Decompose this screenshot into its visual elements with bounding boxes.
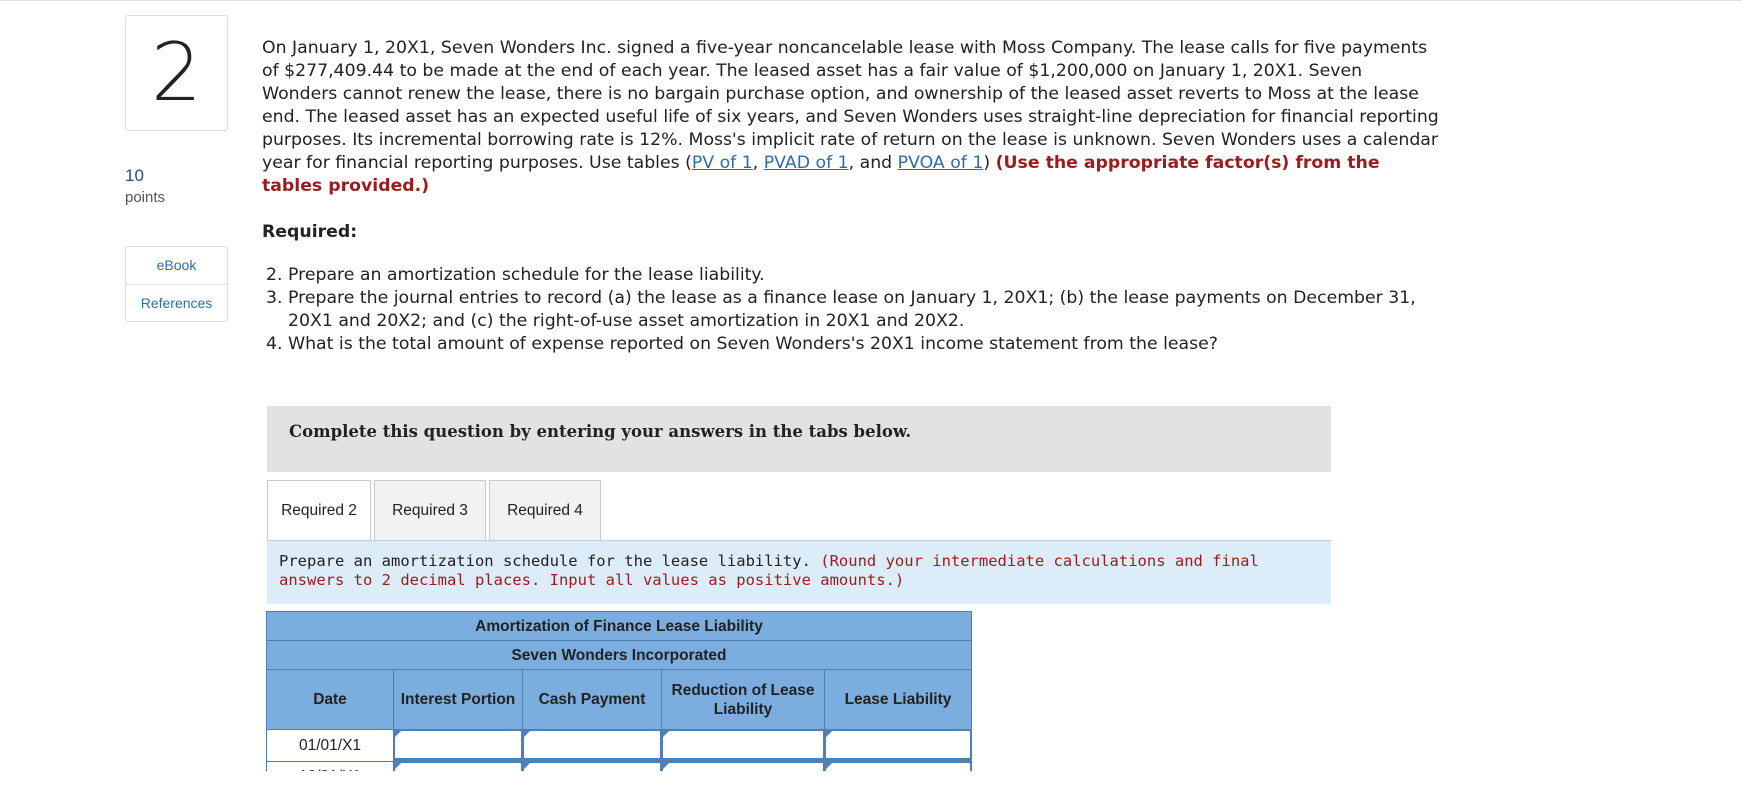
tab-required-2[interactable]: Required 2 [267, 480, 371, 542]
cash-payment-cell [523, 730, 662, 761]
input-marker [825, 730, 833, 738]
reduction-cell [662, 730, 825, 761]
requirement-text: What is the total amount of expense reported on Seven Wonders's 20X1 income statement from the lease? [288, 334, 1218, 354]
pv-of-1-link[interactable]: PV of 1 [691, 153, 753, 173]
input-marker [662, 730, 670, 738]
points-value: 10 [125, 166, 144, 185]
tab-prompt [267, 541, 1331, 604]
header-date: Date [267, 670, 394, 729]
cash-payment-input[interactable] [523, 730, 661, 758]
table-title: Amortization of Finance Lease Liability [267, 612, 971, 641]
separator: ) [983, 153, 996, 173]
requirement-number: 3. [266, 288, 283, 308]
pvoa-of-1-link[interactable]: PVOA of 1 [897, 153, 984, 173]
separator: , [752, 153, 764, 173]
interest-portion-input[interactable] [394, 730, 522, 758]
question-number: 2 [151, 26, 202, 119]
pvad-of-1-link[interactable]: PVAD of 1 [763, 153, 849, 173]
table-subtitle: Seven Wonders Incorporated [267, 641, 971, 670]
prompt-text: Prepare an amortization schedule for the lease liability. [279, 552, 821, 570]
separator: , and [848, 153, 898, 173]
required-tabs [267, 480, 604, 541]
header-lease-liability: Lease Liability [844, 691, 952, 708]
tab-required-3[interactable]: Required 3 [374, 480, 486, 541]
input-marker [662, 762, 670, 770]
instruction-banner [267, 406, 1331, 472]
input-marker [394, 762, 402, 770]
amortization-table [266, 611, 972, 792]
rounding-note: (Round your intermediate calculations and final answers to 2 decimal places. Input all values as positive amounts.) [279, 552, 1259, 589]
requirement-number: 4. [266, 334, 283, 354]
row-date: 01/01/X1 [267, 730, 394, 761]
header-cash-payment: Cash Payment [523, 670, 662, 729]
table-header-row [267, 670, 971, 730]
tab-required-4[interactable]: Required 4 [489, 480, 601, 541]
requirement-item [266, 264, 1446, 287]
question-body: On January 1, 20X1, Seven Wonders Inc. signed a five-year noncancelable lease with Moss Company. The lease calls for five payments of $277,409.44 to be made at the end of each year. The leased asset has a fair value of $1,200,000 on January 1, 20X1. Seven Wonders cannot renew the lease, there is no bargain purchase option, and ownership of the leased asset reverts to Moss at the lease end. The leased asset has an expected useful life of six years, and Seven Wonders uses straight-line depreciation for financial reporting purposes. Its incremental borrowing rate is 12%. Moss's implicit rate of return on the lease is unknown. Seven Wonders uses a calendar year for financial reporting purposes. Use tables ( [262, 38, 1439, 173]
banner-text: Complete this question by entering your answers in the tabs below. [289, 422, 912, 441]
required-heading: Required: [262, 222, 358, 242]
input-marker [394, 730, 402, 738]
lease-liability-input[interactable] [825, 730, 971, 758]
reduction-input[interactable] [662, 730, 824, 758]
header-reduction-of-lease-liability: Reduction of Lease Liability [662, 670, 825, 729]
question-text [262, 37, 1442, 198]
requirement-item [266, 333, 1446, 356]
header-interest-portion: Interest Portion [394, 670, 523, 729]
points-label: points [125, 189, 166, 206]
interest-portion-cell [394, 730, 523, 761]
lease-liability-cell [825, 730, 971, 761]
requirement-item [266, 287, 1446, 333]
side-links-panel [125, 246, 228, 322]
requirements-list [266, 264, 1446, 356]
question-number-box [125, 15, 228, 131]
viewport-cutoff [0, 771, 1742, 792]
table-row [267, 730, 971, 761]
requirement-text: Prepare an amortization schedule for the lease liability. [288, 265, 765, 285]
requirement-text: Prepare the journal entries to record (a) the lease as a finance lease on January 1, 20X1; (b) the lease payments on December 31, 20X1 and 20X2; and (c) the right-of-use asset amortization in 20X1 and 20X2. [288, 288, 1416, 331]
requirement-number: 2. [266, 265, 283, 285]
input-marker [523, 762, 531, 770]
top-divider [0, 0, 1742, 1]
input-marker [523, 730, 531, 738]
input-marker [825, 762, 833, 770]
ebook-link[interactable]: eBook [156, 257, 197, 273]
references-link[interactable]: References [126, 284, 227, 321]
factor-note: (Use the appropriate factor(s) from the tables provided.) [262, 153, 1380, 196]
